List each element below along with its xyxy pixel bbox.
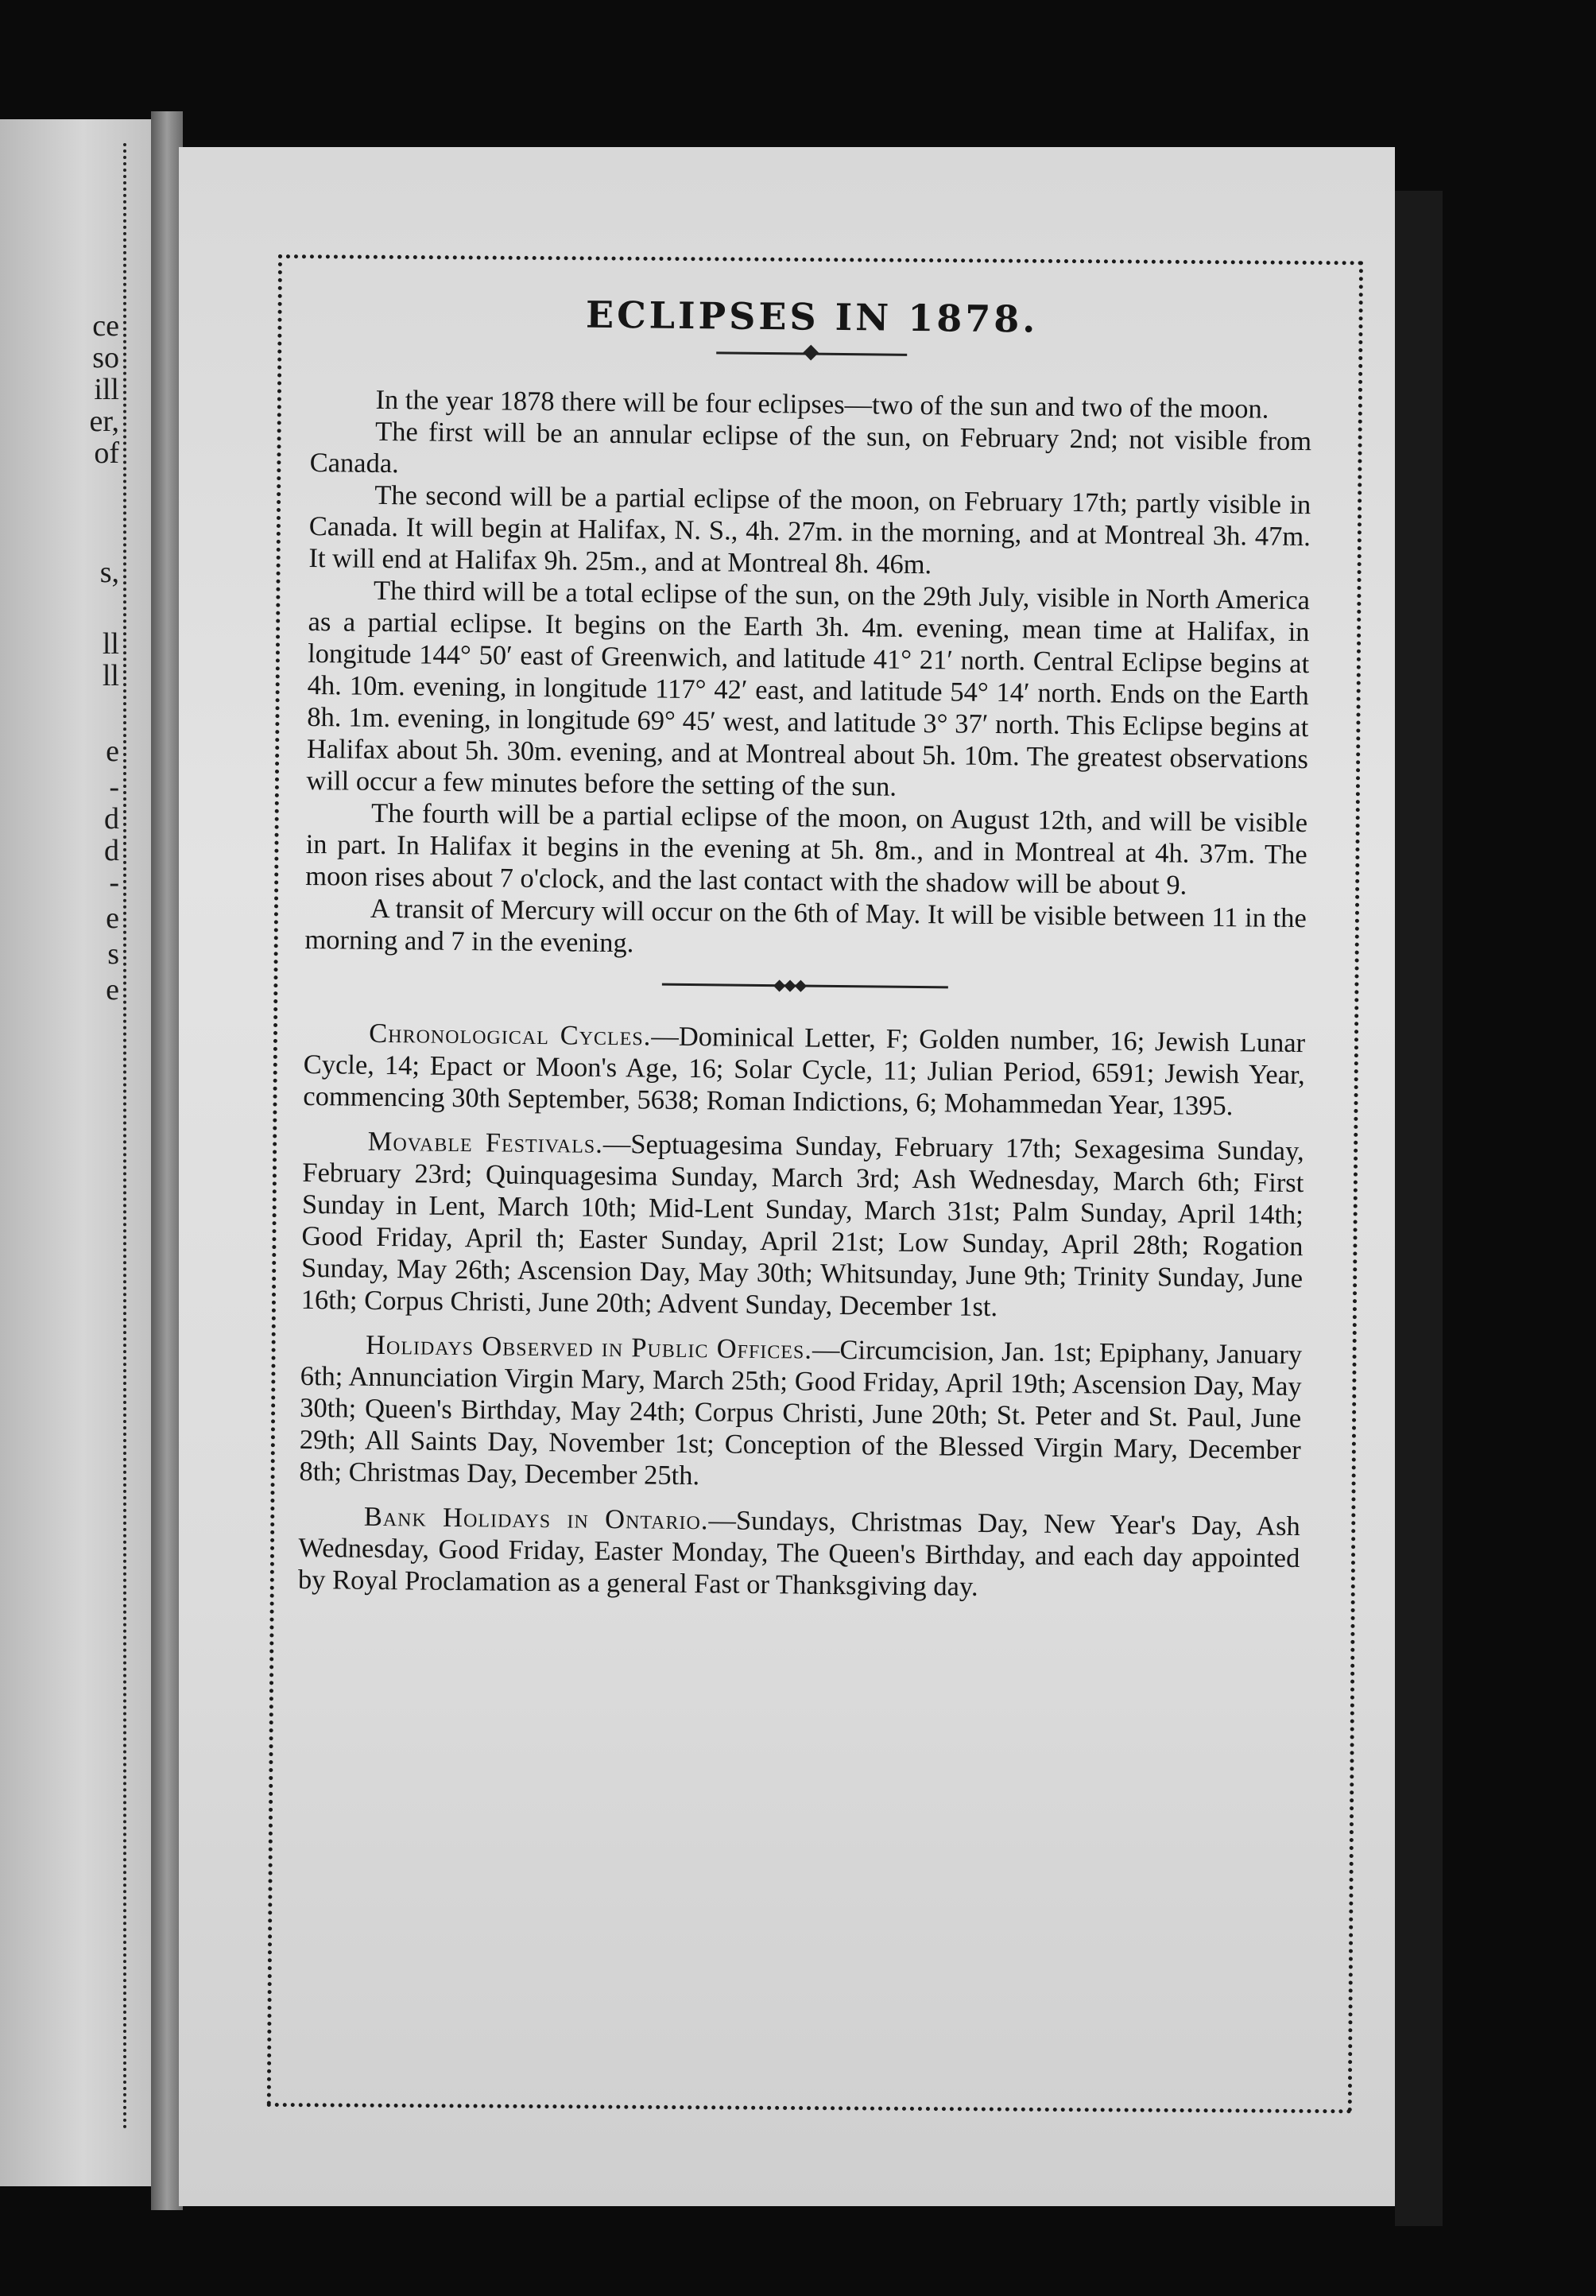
section-heading: Holidays Observed in Public Offices.	[365, 1329, 813, 1365]
section-heading: Chronological Cycles.	[369, 1018, 652, 1052]
section-chronological-cycles	[303, 1017, 1305, 1123]
eclipse-paragraph-second: The second will be a partial eclipse of the moon, on February 17th; partly visible in Canada. It will begin at Halifax, N. S., 4h. 27m. in the morning, and at Montreal 3h. 47m. It will end at Halifax 9h. 25m., and at Montreal 8h. 46m.	[308, 479, 1311, 580]
facing-page-fragment: -	[109, 770, 119, 804]
section-divider	[662, 976, 948, 995]
facing-page-fragment: ill	[94, 373, 119, 406]
title-ornament-rule	[716, 351, 907, 356]
section-body: —Dominical Letter, F; Golden number, 16; Jewish Lunar Cycle, 14; Epact or Moon's Age, 16; Solar Cycle, 11; Julian Period, 6591; Jewish Year, commencing 30th September, 5638; Roman Indictions, 6; Mohammedan Year, 1395.	[303, 1021, 1306, 1122]
facing-page-fragment: d	[104, 802, 119, 836]
facing-page-border	[123, 143, 134, 2131]
facing-page-fragment: -	[109, 866, 119, 899]
facing-page-fragment: ll	[102, 659, 119, 692]
section-body: —Septuagesima Sunday, February 17th; Sexagesima Sunday, February 23rd; Quinquagesima Sunday, March 3rd; Ash Wednesday, March 6th; First Sunday in Lent, March 10th; Mid-Lent Sunday, March 31st; Palm Sunday, April 14th; Good Friday, April th; Easter Sunday, April 21st; Low Sunday, April 28th; Rogation Sunday, May 26th; Ascension Day, May 30th; Whitsunday, June 9th; Trinity Sunday, June 16th; Corpus Christi, June 20th; Advent Sunday, December 1st.	[300, 1128, 1304, 1323]
page-content	[298, 290, 1313, 1606]
section-movable-festivals	[300, 1125, 1304, 1326]
page-edge-shadow	[1395, 191, 1443, 2226]
facing-page-fragment: ce	[92, 309, 119, 343]
facing-page-fragment: s	[107, 937, 119, 971]
book-gutter	[151, 111, 183, 2210]
section-body: —Sundays, Christmas Day, New Year's Day, Ash Wednesday, Good Friday, Easter Monday, The Queen's Birthday, and each day appointed by Royal Proclamation as a general Fast or Thanksgiving day.	[297, 1505, 1300, 1602]
divider-ornament: ◆◆◆	[773, 976, 806, 995]
facing-page-fragment: e	[106, 973, 119, 1006]
eclipse-paragraph-third: The third will be a total eclipse of the sun, on the 29th July, visible in North America as a partial eclipse. It begins on the Earth 3h. 4m. evening, mean time at Halifax, in longitude 144° 50′ east of Greenwich, and latitude 41° 21′ north. Central Eclipse begins at 4h. 10m. evening, in longitude 117° 42′ east, and latitude 54° 14′ north. Ends on the Earth 8h. 1m. evening, in longitude 69° 45′ west, and latitude 3° 37′ north. This Eclipse begins at Halifax about 5h. 30m. evening, and at Montreal about 5h. 10m. The greatest observations will occur a few minutes before the setting of the sun.	[306, 575, 1311, 802]
facing-page-fragment: e	[106, 902, 119, 935]
section-bank-holidays	[298, 1500, 1300, 1606]
facing-page-fragment: d	[104, 834, 119, 867]
section-holidays-public-offices	[299, 1328, 1302, 1498]
section-heading: Bank Holidays in Ontario.	[363, 1501, 709, 1536]
facing-page-fragment: e	[106, 735, 119, 768]
facing-page-fragment: s,	[99, 556, 119, 589]
facing-page-fragment: so	[92, 341, 119, 374]
facing-page-fragment: of	[94, 436, 119, 470]
section-body: —Circumcision, Jan. 1st; Epiphany, January 6th; Annunciation Virgin Mary, March 25th; Good Friday, April 19th; Ascension Day, May 30th; Queen's Birthday, May 24th; Corpus Christi, June 20th; St. Peter and St. Paul, June 29th; All Saints Day, November 1st; Conception of the Blessed Virgin Mary, December 8th; Christmas Day, December 25th.	[299, 1334, 1303, 1491]
eclipse-paragraph-intro: In the year 1878 there will be four eclipses—two of the sun and two of the moon.	[375, 384, 1269, 425]
facing-page-fragment: ll	[102, 627, 119, 661]
section-heading: Movable Festivals.	[367, 1126, 604, 1159]
mercury-transit-paragraph: A transit of Mercury will occur on the 6th of May. It will be visible between 11 in the morning and 7 in the evening.	[304, 893, 1307, 959]
ornament-diamond	[803, 345, 819, 361]
eclipse-paragraph-fourth: The fourth will be a partial eclipse of the moon, on August 12th, and will be visible in part. In Halifax it begins in the evening at 5h. 8m., and in Montreal at 4h. 37m. The moon rises about 7 o'clock, and the last contact with the shadow will be about 9.	[305, 797, 1308, 901]
eclipse-paragraph-first: The first will be an annular eclipse of the sun, on February 2nd; not visible from Canada.	[309, 416, 1312, 479]
page-title: ECLIPSES IN 1878.	[585, 293, 1039, 341]
facing-page-fragment: er,	[89, 405, 119, 438]
